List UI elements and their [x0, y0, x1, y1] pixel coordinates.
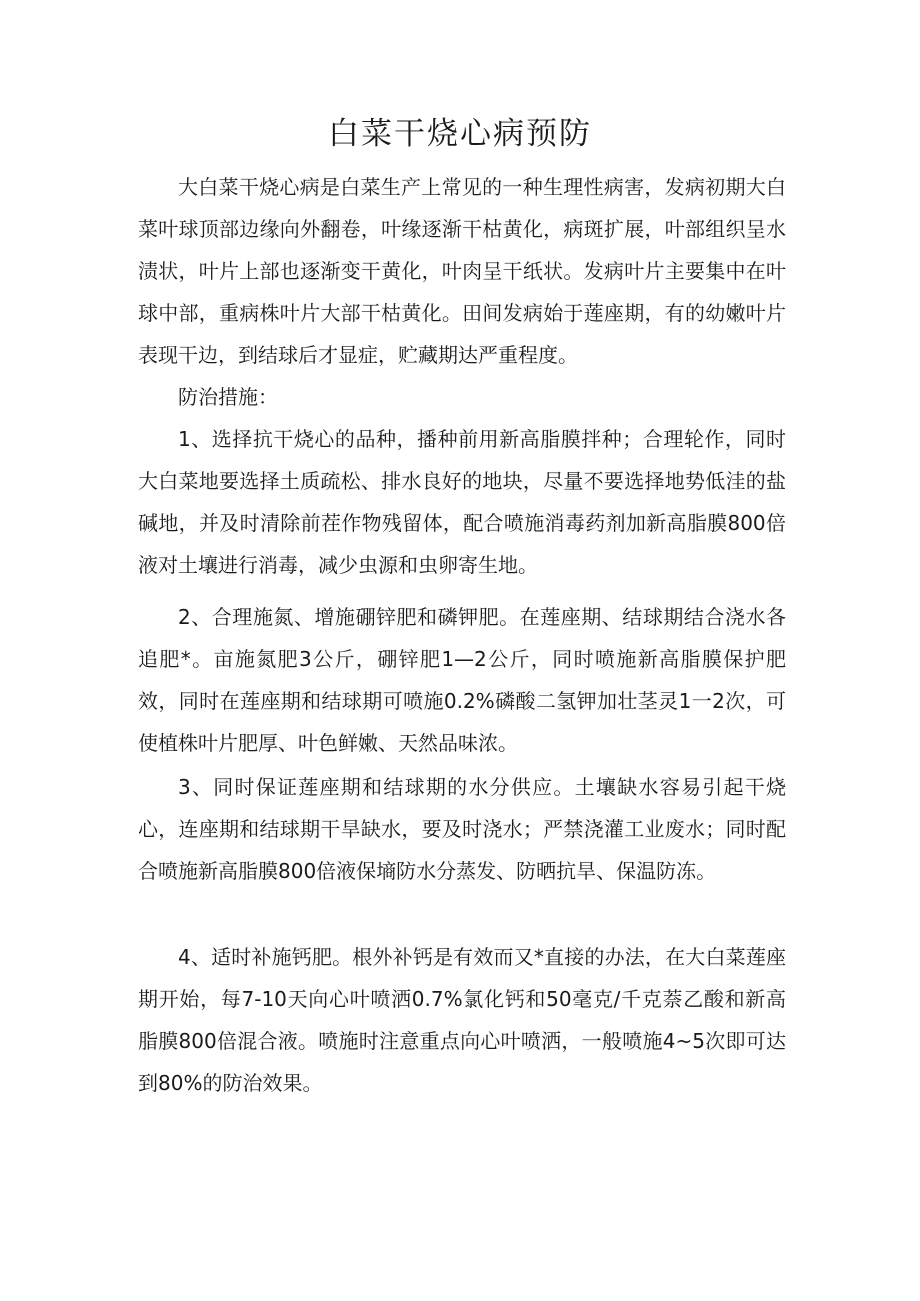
intro-paragraph: 大白菜干烧心病是白菜生产上常见的一种生理性病害，发病初期大白菜叶球顶部边缘向外翻卷，叶缘逐渐干枯黄化，病斑扩展，叶部组织呈水渍状，叶片上部也逐渐变干黄化，叶肉呈干纸状。发病叶片主要集中在叶球中部，重病株叶片大部干枯黄化。田间发病始于莲座期，有的幼嫩叶片表现干边，到结球后才显症，贮藏期达严重程度。 — [138, 175, 786, 367]
measure-item-2: 2、合理施氮、增施硼锌肥和磷钾肥。在莲座期、结球期结合浇水各追肥*。亩施氮肥3公斤，硼锌肥1—2公斤，同时喷施新高脂膜保护肥效，同时在莲座期和结球期可喷施0.2%磷酸二氢钾加壮茎灵1一2次，可使植株叶片肥厚、叶色鲜嫩、天然品味浓。 — [138, 605, 786, 755]
measure-item-3: 3、同时保证莲座期和结球期的水分供应。土壤缺水容易引起干烧心，连座期和结球期干旱缺水，要及时浇水；严禁浇灌工业废水；同时配合喷施新高脂膜800倍液保墒防水分蒸发、防晒抗旱、保温防冻。 — [138, 775, 786, 883]
measure-item-4: 4、适时补施钙肥。根外补钙是有效而又*直接的办法，在大白菜莲座期开始，每7-10天向心叶喷洒0.7%氯化钙和50毫克/千克萘乙酸和新高脂膜800倍混合液。喷施时注意重点向心叶喷洒，一般喷施4~5次即可达到80%的防治效果。 — [138, 945, 786, 1095]
measure-item-1: 1、选择抗干烧心的品种，播种前用新高脂膜拌种；合理轮作，同时大白菜地要选择土质疏松、排水良好的地块，尽量不要选择地势低洼的盐碱地，并及时清除前茬作物残留体，配合喷施消毒药剂加新高脂膜800倍液对土壤进行消毒，减少虫源和虫卵寄生地。 — [138, 427, 786, 577]
measures-heading: 防治措施： — [178, 385, 278, 409]
document-title: 白菜干烧心病预防 — [328, 116, 592, 152]
